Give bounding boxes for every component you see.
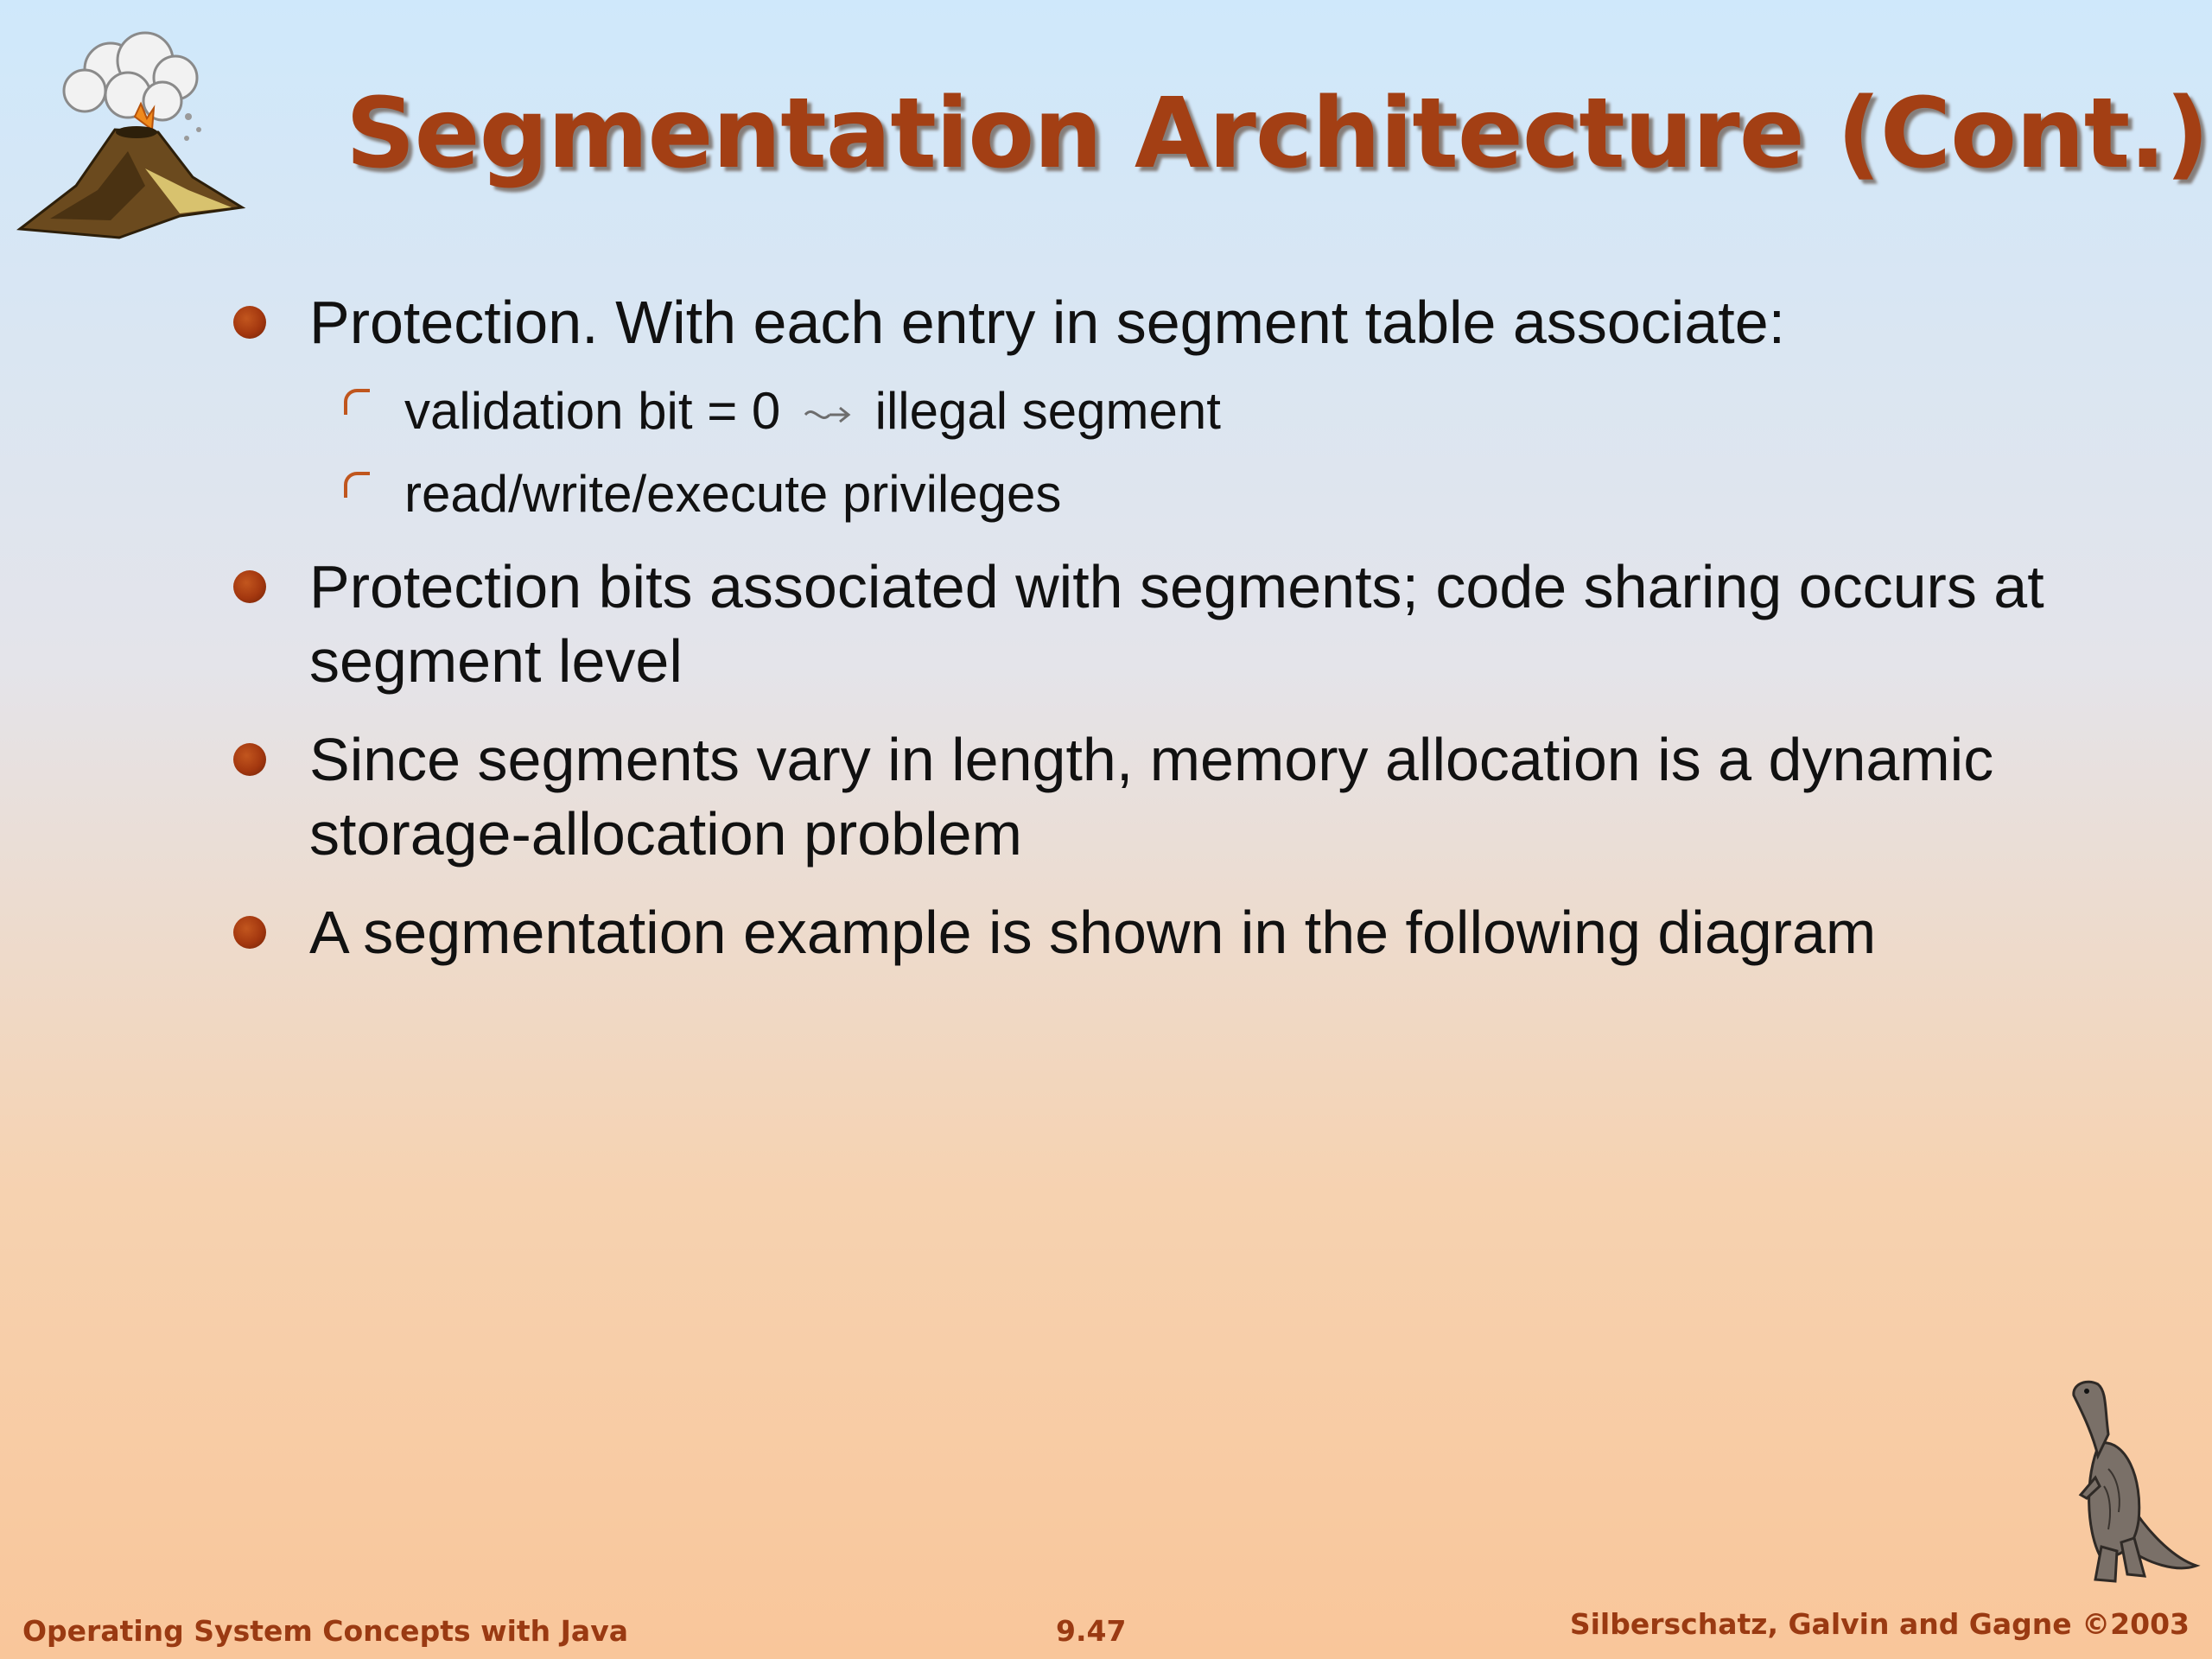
bullet-dot-icon [233, 570, 266, 603]
bullet-item [233, 550, 2100, 698]
bullet-text: A segmentation example is shown in the following diagram [309, 899, 1877, 966]
bullet-text: Protection bits associated with segments; code sharing occurs at segment level [309, 553, 2044, 695]
dinosaur-icon [2048, 1374, 2203, 1590]
bullet-item [233, 285, 2100, 359]
bullet-dot-icon [233, 916, 266, 949]
arrow-icon [802, 401, 854, 429]
bullet-item [233, 895, 2100, 969]
bullet-text: Protection. With each entry in segment table associate: [309, 289, 1786, 356]
footer-copyright: Silberschatz, Galvin and Gagne ©2003 [1569, 1607, 2190, 1641]
volcano-icon [16, 22, 249, 246]
sub-bullet-item [233, 460, 2100, 529]
sub-bullet-icon [344, 389, 370, 415]
sub-bullet-text-after: illegal segment [874, 382, 1221, 440]
slide-title: Segmentation Architecture (Cont.) [346, 78, 2209, 190]
sub-bullet-text-before: validation bit = 0 [404, 382, 781, 440]
bullet-dot-icon [233, 743, 266, 776]
footer-book-title: Operating System Concepts with Java [22, 1614, 628, 1648]
bullet-text: Since segments vary in length, memory allocation is a dynamic storage-allocation problem [309, 726, 1994, 868]
bullet-list [233, 285, 2100, 994]
sub-bullet-text: read/write/execute privileges [404, 465, 1062, 523]
bullet-item [233, 722, 2100, 871]
sub-bullet-icon [344, 472, 370, 498]
footer-page-number: 9.47 [1056, 1614, 1127, 1648]
sub-bullet-item [233, 377, 2100, 446]
bullet-dot-icon [233, 306, 266, 339]
